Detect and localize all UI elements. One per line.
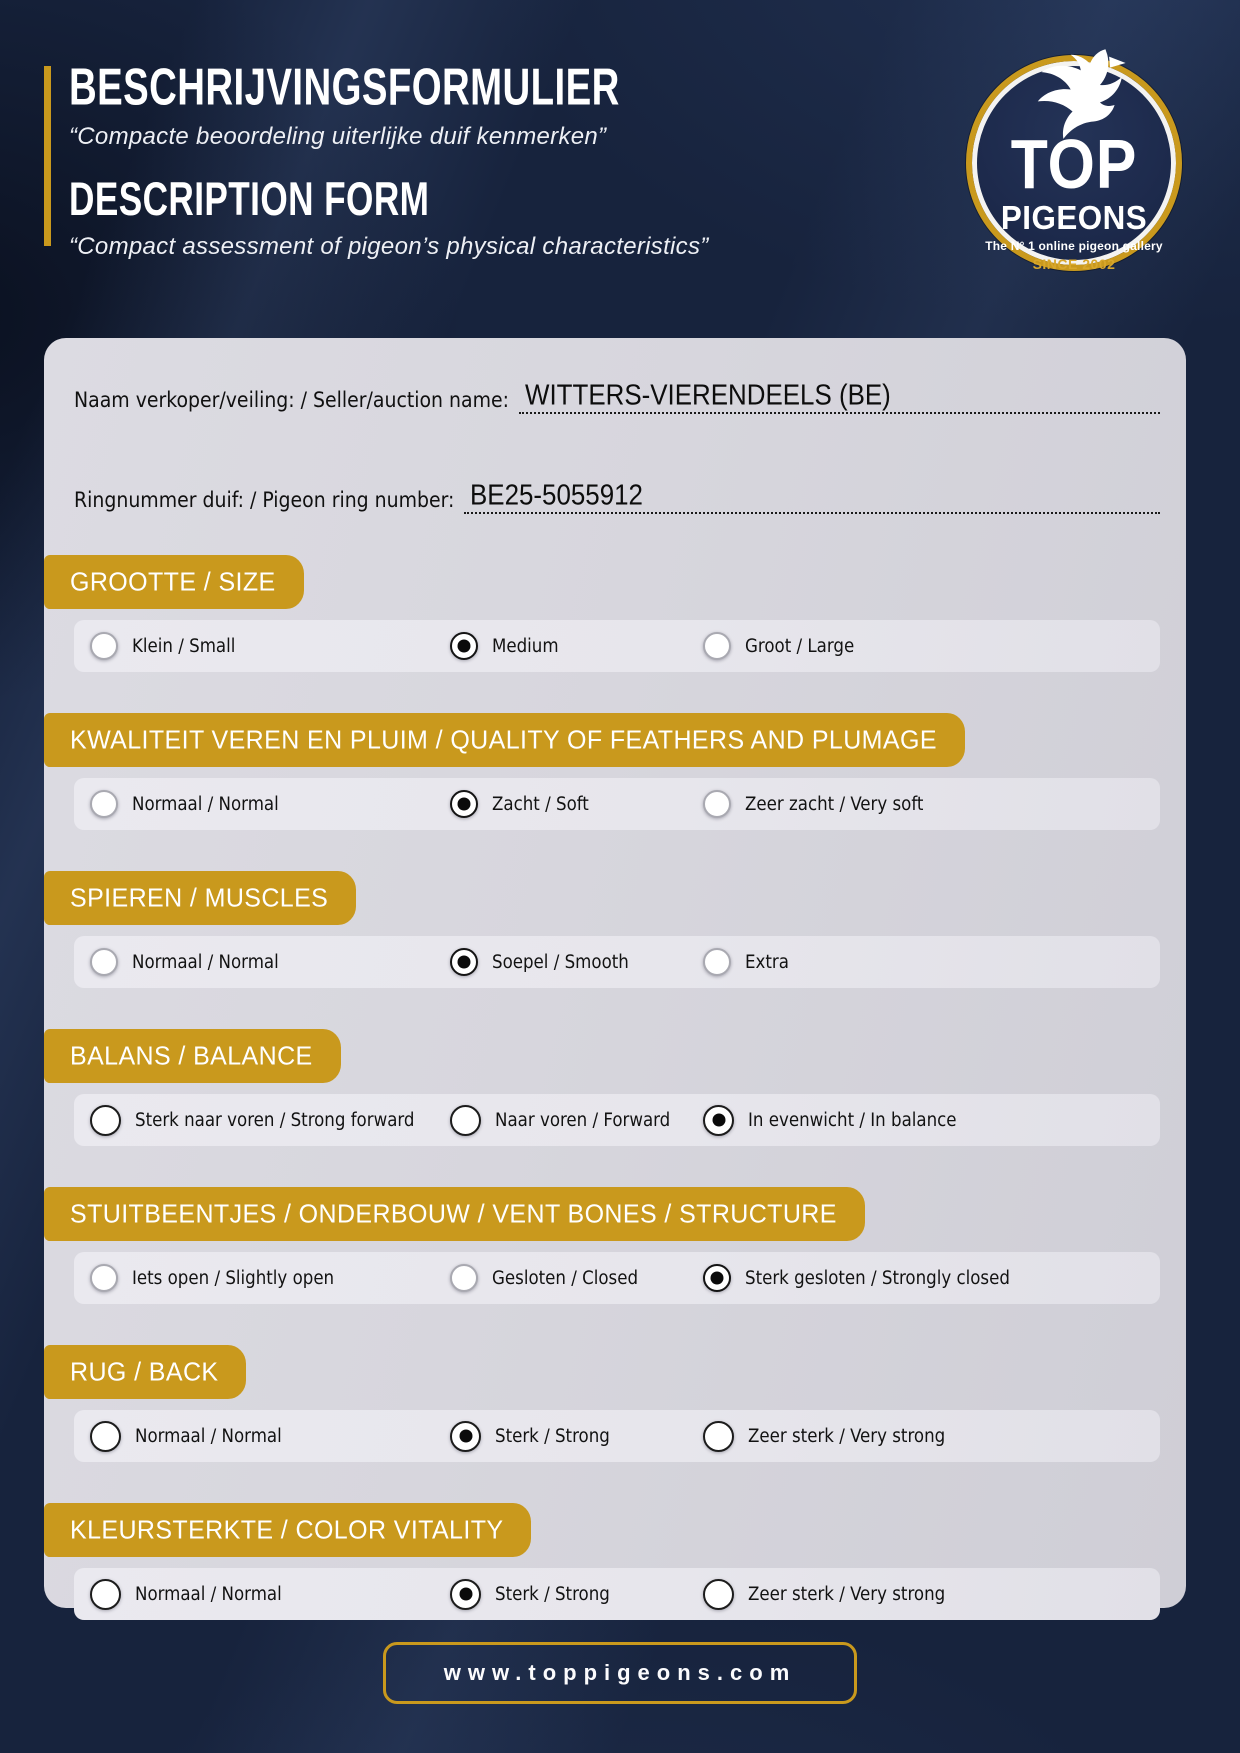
- radio-option[interactable]: [450, 1264, 703, 1292]
- radio-button[interactable]: [90, 1421, 121, 1452]
- title-dutch: BESCHRIJVINGSFORMULIER: [69, 59, 620, 117]
- options-row: [74, 778, 1160, 830]
- option-label: Gesloten / Closed: [492, 1267, 639, 1289]
- option-label: Klein / Small: [132, 635, 236, 657]
- radio-button[interactable]: [90, 632, 118, 660]
- section-title: SPIEREN / MUSCLES: [70, 883, 329, 913]
- option-label: Normaal / Normal: [135, 1425, 282, 1447]
- option-label: Soepel / Smooth: [492, 951, 629, 973]
- radio-option[interactable]: [450, 1421, 703, 1452]
- radio-option[interactable]: [450, 1105, 703, 1136]
- seller-field-row: [74, 370, 1160, 414]
- radio-option[interactable]: [703, 1264, 1148, 1292]
- section-title: STUITBEENTJES / ONDERBOUW / VENT BONES / STRUCTURE: [70, 1199, 837, 1229]
- gold-accent-bar: [44, 66, 51, 246]
- option-label: Medium: [492, 635, 559, 657]
- radio-option[interactable]: [703, 1579, 1148, 1610]
- section-header: [44, 1345, 246, 1399]
- radio-button[interactable]: [90, 1579, 121, 1610]
- subtitle-english: “Compact assessment of pigeon’s physical characteristics”: [69, 233, 709, 260]
- option-label: Sterk naar voren / Strong forward: [135, 1109, 415, 1131]
- radio-option[interactable]: [703, 632, 1148, 660]
- radio-button[interactable]: [703, 790, 731, 818]
- section-header: [44, 1187, 865, 1241]
- logo-since-badge: SINCE 2002: [1032, 256, 1116, 272]
- option-label: Zeer zacht / Very soft: [745, 793, 924, 815]
- radio-button[interactable]: [703, 1264, 731, 1292]
- radio-option[interactable]: [450, 790, 703, 818]
- radio-button[interactable]: [90, 1264, 118, 1292]
- radio-option[interactable]: [703, 1421, 1148, 1452]
- radio-button[interactable]: [450, 1105, 481, 1136]
- radio-button[interactable]: [450, 1579, 481, 1610]
- radio-option[interactable]: [450, 1579, 703, 1610]
- options-row: [74, 1252, 1160, 1304]
- option-label: Sterk gesloten / Strongly closed: [745, 1267, 1010, 1289]
- option-label: Iets open / Slightly open: [132, 1267, 335, 1289]
- radio-button[interactable]: [450, 1421, 481, 1452]
- radio-button[interactable]: [703, 1421, 734, 1452]
- option-label: Normaal / Normal: [135, 1583, 282, 1605]
- option-label: Sterk / Strong: [495, 1425, 610, 1447]
- page-footer: [0, 1642, 1240, 1704]
- radio-option[interactable]: [90, 1105, 450, 1136]
- radio-button[interactable]: [90, 790, 118, 818]
- radio-option[interactable]: [90, 790, 450, 818]
- option-label: Extra: [745, 951, 789, 973]
- section-header: [44, 555, 304, 609]
- seller-value-field[interactable]: [519, 381, 1160, 414]
- form-section: [44, 1346, 1186, 1462]
- option-label: Zeer sterk / Very strong: [748, 1583, 946, 1605]
- section-header: [44, 713, 965, 767]
- radio-option[interactable]: [90, 1579, 450, 1610]
- form-section: [44, 872, 1186, 988]
- section-header: [44, 1503, 531, 1557]
- form-section: [44, 1504, 1186, 1620]
- section-header: [44, 1029, 341, 1083]
- radio-option[interactable]: [90, 632, 450, 660]
- option-label: Groot / Large: [745, 635, 855, 657]
- subtitle-dutch: “Compacte beoordeling uiterlijke duif kenmerken”: [69, 123, 607, 150]
- section-title: BALANS / BALANCE: [70, 1041, 313, 1071]
- option-label: Naar voren / Forward: [495, 1109, 671, 1131]
- form-card: [44, 338, 1186, 1608]
- option-label: Sterk / Strong: [495, 1583, 610, 1605]
- radio-button[interactable]: [450, 948, 478, 976]
- radio-option[interactable]: [703, 790, 1148, 818]
- options-row: [74, 1410, 1160, 1462]
- form-section: [44, 556, 1186, 672]
- logo-tagline: The N° 1 online pigeon gallery: [985, 239, 1163, 253]
- radio-button[interactable]: [703, 1579, 734, 1610]
- section-title: RUG / BACK: [70, 1357, 219, 1387]
- form-section: [44, 1030, 1186, 1146]
- radio-button[interactable]: [90, 948, 118, 976]
- radio-button[interactable]: [703, 632, 731, 660]
- options-row: [74, 1568, 1160, 1620]
- section-title: KWALITEIT VEREN EN PLUIM / QUALITY OF FEATHERS AND PLUMAGE: [70, 725, 937, 755]
- radio-button[interactable]: [703, 1105, 734, 1136]
- form-section: [44, 1188, 1186, 1304]
- ring-field-row: [74, 470, 1160, 514]
- option-label: Zeer sterk / Very strong: [748, 1425, 946, 1447]
- radio-button[interactable]: [450, 632, 478, 660]
- option-label: Normaal / Normal: [132, 951, 279, 973]
- radio-option[interactable]: [703, 948, 1148, 976]
- top-pigeons-logo: [966, 55, 1182, 271]
- radio-option[interactable]: [90, 1264, 450, 1292]
- ring-number-field[interactable]: [464, 481, 1160, 514]
- radio-option[interactable]: [450, 632, 703, 660]
- option-label: In evenwicht / In balance: [748, 1109, 957, 1131]
- options-row: [74, 620, 1160, 672]
- option-label: Normaal / Normal: [132, 793, 279, 815]
- option-label: Zacht / Soft: [492, 793, 589, 815]
- seller-label: Naam verkoper/veiling: / Seller/auction name:: [74, 388, 509, 412]
- radio-button[interactable]: [90, 1105, 121, 1136]
- logo-word-top: TOP: [1010, 125, 1138, 203]
- radio-option[interactable]: [703, 1105, 1148, 1136]
- seller-value: WITTERS-VIERENDEELS (BE): [524, 379, 891, 411]
- page-header: [69, 58, 829, 261]
- radio-option[interactable]: [90, 1421, 450, 1452]
- radio-button[interactable]: [703, 948, 731, 976]
- logo-word-pigeons: PIGEONS: [1000, 199, 1148, 236]
- ring-number-value: BE25-5055912: [470, 479, 644, 511]
- form-section: [44, 714, 1186, 830]
- website-link[interactable]: www.toppigeons.com: [383, 1642, 858, 1704]
- section-title: GROOTTE / SIZE: [70, 567, 276, 597]
- form-sections: [44, 556, 1186, 1620]
- section-title: KLEURSTERKTE / COLOR VITALITY: [70, 1515, 504, 1545]
- options-row: [74, 936, 1160, 988]
- section-header: [44, 871, 356, 925]
- options-row: [74, 1094, 1160, 1146]
- radio-button[interactable]: [450, 1264, 478, 1292]
- radio-option[interactable]: [450, 948, 703, 976]
- title-english: DESCRIPTION FORM: [69, 173, 430, 226]
- radio-button[interactable]: [450, 790, 478, 818]
- radio-option[interactable]: [90, 948, 450, 976]
- ring-number-label: Ringnummer duif: / Pigeon ring number:: [74, 488, 455, 512]
